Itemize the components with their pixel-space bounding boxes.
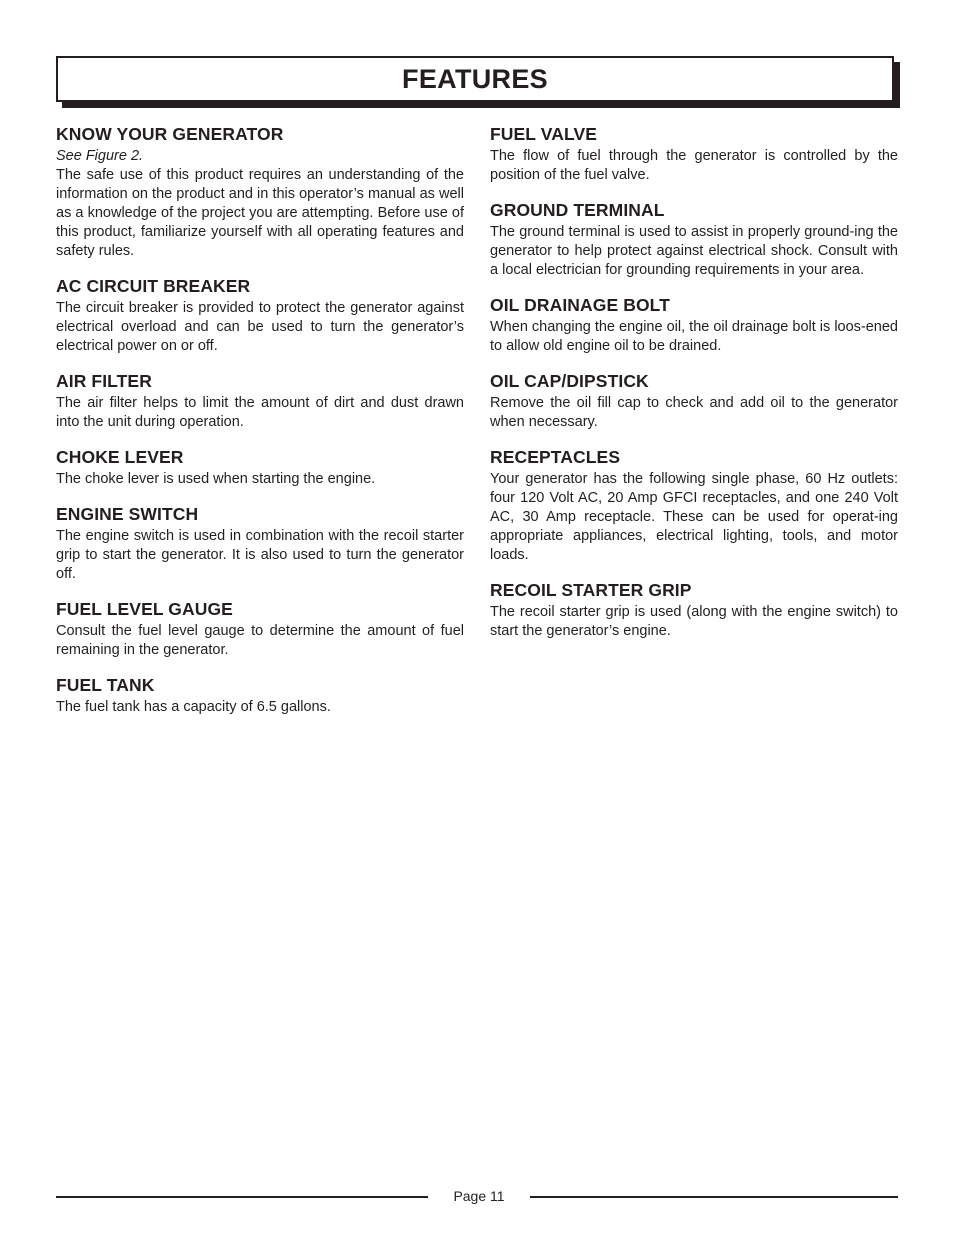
- section-choke-lever: [56, 446, 464, 489]
- section-body: The circuit breaker is provided to protect the generator against electrical overload and can be used to turn the generator’s electrical power on or off.: [56, 300, 464, 354]
- section-engine-switch: [56, 503, 464, 584]
- footer-rule-left: [56, 1196, 428, 1198]
- section-ground-terminal: [490, 199, 898, 280]
- section-heading: RECOIL STARTER GRIP: [490, 580, 692, 600]
- section-heading: RECEPTACLES: [490, 447, 621, 467]
- section-body: The fuel tank has a capacity of 6.5 gallons.: [56, 699, 331, 715]
- left-column: [56, 123, 464, 731]
- section-heading: GROUND TERMINAL: [490, 200, 665, 220]
- section-heading: ENGINE SWITCH: [56, 504, 199, 524]
- section-heading: OIL DRAINAGE BOLT: [490, 295, 670, 315]
- page-footer: [56, 1186, 898, 1206]
- section-heading: FUEL LEVEL GAUGE: [56, 599, 233, 619]
- figure-reference: See Figure 2.: [56, 148, 144, 164]
- section-heading: OIL CAP/DIPSTICK: [490, 371, 649, 391]
- section-know-your-generator: [56, 123, 464, 261]
- footer-rule-right: [530, 1196, 898, 1198]
- section-body: The air filter helps to limit the amount of dirt and dust drawn into the unit during operation.: [56, 395, 464, 430]
- section-heading: KNOW YOUR GENERATOR: [56, 124, 284, 144]
- page-title-box: [56, 56, 894, 102]
- section-air-filter: [56, 370, 464, 432]
- section-fuel-tank: [56, 674, 464, 717]
- section-receptacles: [490, 446, 898, 565]
- section-oil-drainage-bolt: [490, 294, 898, 356]
- section-body: When changing the engine oil, the oil drainage bolt is loos-ened to allow old engine oil to be drained.: [490, 319, 898, 354]
- section-fuel-level-gauge: [56, 598, 464, 660]
- page-number: Page 11: [453, 1188, 505, 1204]
- section-body: The flow of fuel through the generator is controlled by the position of the fuel valve.: [490, 148, 898, 183]
- section-body: The choke lever is used when starting the engine.: [56, 471, 376, 487]
- right-column: [490, 123, 898, 655]
- section-body: The safe use of this product requires an understanding of the information on the product and in this operator’s manual as well as a knowledge of the project you are attempting. Before use of this product, familiarize yourself with all operating features and safety rules.: [56, 167, 464, 259]
- section-heading: FUEL VALVE: [490, 124, 597, 144]
- section-heading: AIR FILTER: [56, 371, 152, 391]
- section-fuel-valve: [490, 123, 898, 185]
- section-body: The recoil starter grip is used (along with the engine switch) to start the generator’s engine.: [490, 604, 898, 639]
- section-body: The engine switch is used in combination with the recoil starter grip to start the generator. It is also used to turn the generator off.: [56, 528, 464, 582]
- page-title: FEATURES: [402, 63, 548, 94]
- section-heading: CHOKE LEVER: [56, 447, 184, 467]
- section-body: Your generator has the following single phase, 60 Hz outlets: four 120 Volt AC, 20 Amp GFCI receptacles, and one 240 Volt AC, 30 Amp receptacle. These can be used for operat-ing appropriate appliances, electrical lighting, tools, and motor loads.: [490, 471, 898, 563]
- section-body: Remove the oil fill cap to check and add oil to the generator when necessary.: [490, 395, 898, 430]
- section-body: The ground terminal is used to assist in properly ground-ing the generator to help protect against electrical shock. Consult with a local electrician for grounding requirements in your area.: [490, 224, 898, 278]
- section-heading: FUEL TANK: [56, 675, 155, 695]
- section-body: Consult the fuel level gauge to determine the amount of fuel remaining in the generator.: [56, 623, 464, 658]
- section-ac-circuit-breaker: [56, 275, 464, 356]
- section-oil-cap-dipstick: [490, 370, 898, 432]
- section-heading: AC CIRCUIT BREAKER: [56, 276, 251, 296]
- section-recoil-starter-grip: [490, 579, 898, 641]
